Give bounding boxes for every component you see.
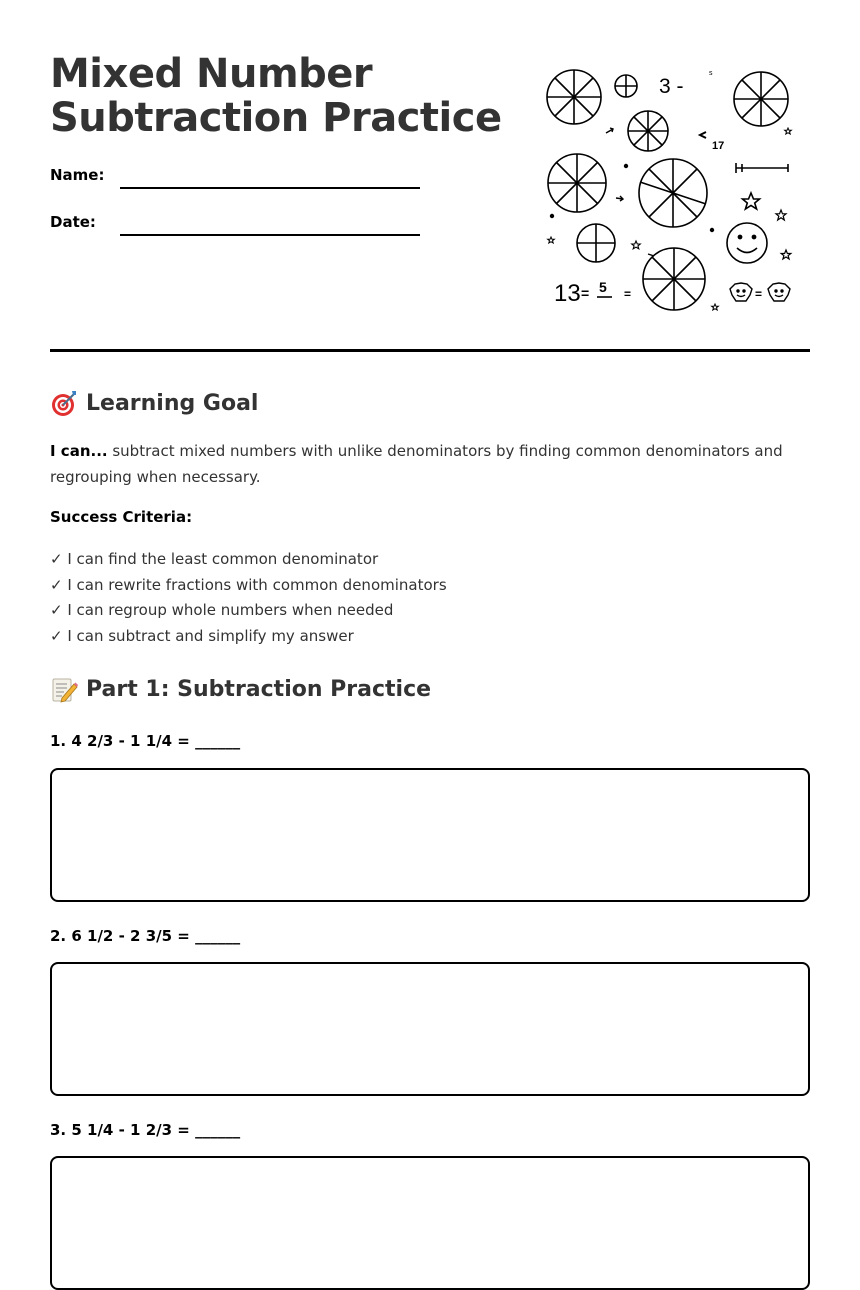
star-face-icon: [730, 283, 752, 301]
star-icon: [776, 210, 786, 220]
doodle-text-thirteen: 13: [554, 280, 581, 307]
pie-circle-icon: [628, 111, 668, 151]
pie-circle-icon: [734, 72, 788, 126]
pie-circle-icon: [547, 70, 601, 124]
arrow-icon: [648, 254, 654, 256]
arrow-icon: [700, 132, 706, 138]
title-line-1: Mixed Number: [50, 51, 373, 97]
name-field[interactable]: [120, 187, 420, 189]
doodle-text-equals: =: [624, 287, 632, 301]
star-icon: [548, 237, 555, 243]
success-criteria-list: [50, 547, 447, 650]
doodle-text-seventeen: 17: [712, 140, 725, 152]
criteria-item: ✓ I can rewrite fractions with common denominators: [50, 575, 447, 594]
pie-circle-icon: [643, 248, 705, 310]
date-label: Date:: [50, 213, 96, 231]
number-line-icon: [736, 163, 788, 173]
learning-goal-lead: I can...: [50, 442, 108, 460]
learning-goal-heading: [50, 389, 258, 417]
star-icon: [781, 250, 791, 259]
fraction-doodle-illustration: [542, 60, 800, 318]
star-face-icon: [768, 283, 790, 301]
part-1-heading: [50, 675, 431, 703]
star-icon: [712, 304, 719, 310]
doodle-text-s: s: [709, 70, 713, 77]
learning-goal-statement: [50, 438, 790, 490]
arrow-icon: [616, 196, 623, 201]
learning-goal-text: subtract mixed numbers with unlike denominators by finding common denominators and regrouping when necessary.: [50, 442, 783, 486]
problem-2-label: 2. 6 1/2 - 2 3/5 = ______: [50, 927, 241, 945]
learning-goal-heading-text: Learning Goal: [86, 390, 259, 416]
date-field[interactable]: [120, 234, 420, 236]
doodle-text-five: 5: [599, 279, 607, 295]
problem-2-answer-box[interactable]: [50, 962, 810, 1096]
memo-icon: [50, 675, 78, 703]
title-line-2: Subtraction Practice: [50, 95, 502, 141]
page-title: [50, 52, 510, 140]
doodle-text-three-minus: 3 -: [659, 75, 684, 98]
pie-circle-icon: [548, 154, 606, 212]
sparkle-icon: [711, 229, 714, 232]
problem-3-label: 3. 5 1/4 - 1 2/3 = ______: [50, 1121, 241, 1139]
header-divider: [50, 349, 810, 352]
problem-1-label: 1. 4 2/3 - 1 1/4 = ______: [50, 732, 241, 750]
problem-3-answer-box[interactable]: [50, 1156, 810, 1290]
doodle-text-equals: =: [581, 285, 590, 301]
quartered-circle-icon: [615, 75, 637, 97]
criteria-item: ✓ I can regroup whole numbers when needed: [50, 601, 394, 620]
sparkle-icon: [551, 215, 554, 218]
smiley-face-icon: [727, 223, 767, 263]
star-icon: [632, 241, 640, 249]
doodle-text-equals: =: [755, 287, 763, 301]
target-icon: [50, 389, 78, 417]
worksheet-page: [50, 0, 810, 1161]
name-label: Name:: [50, 166, 105, 184]
star-icon: [785, 128, 792, 134]
criteria-item: ✓ I can find the least common denominator: [50, 550, 379, 568]
arrow-icon: [606, 128, 613, 133]
criteria-item: ✓ I can subtract and simplify my answer: [50, 627, 354, 646]
star-icon: [743, 193, 760, 209]
pie-circle-icon: [639, 159, 707, 227]
sparkle-icon: [625, 165, 628, 168]
success-criteria-label: Success Criteria:: [50, 508, 193, 526]
quartered-circle-icon: [577, 224, 615, 262]
part-1-heading-text: Part 1: Subtraction Practice: [86, 676, 432, 702]
problem-1-answer-box[interactable]: [50, 768, 810, 902]
